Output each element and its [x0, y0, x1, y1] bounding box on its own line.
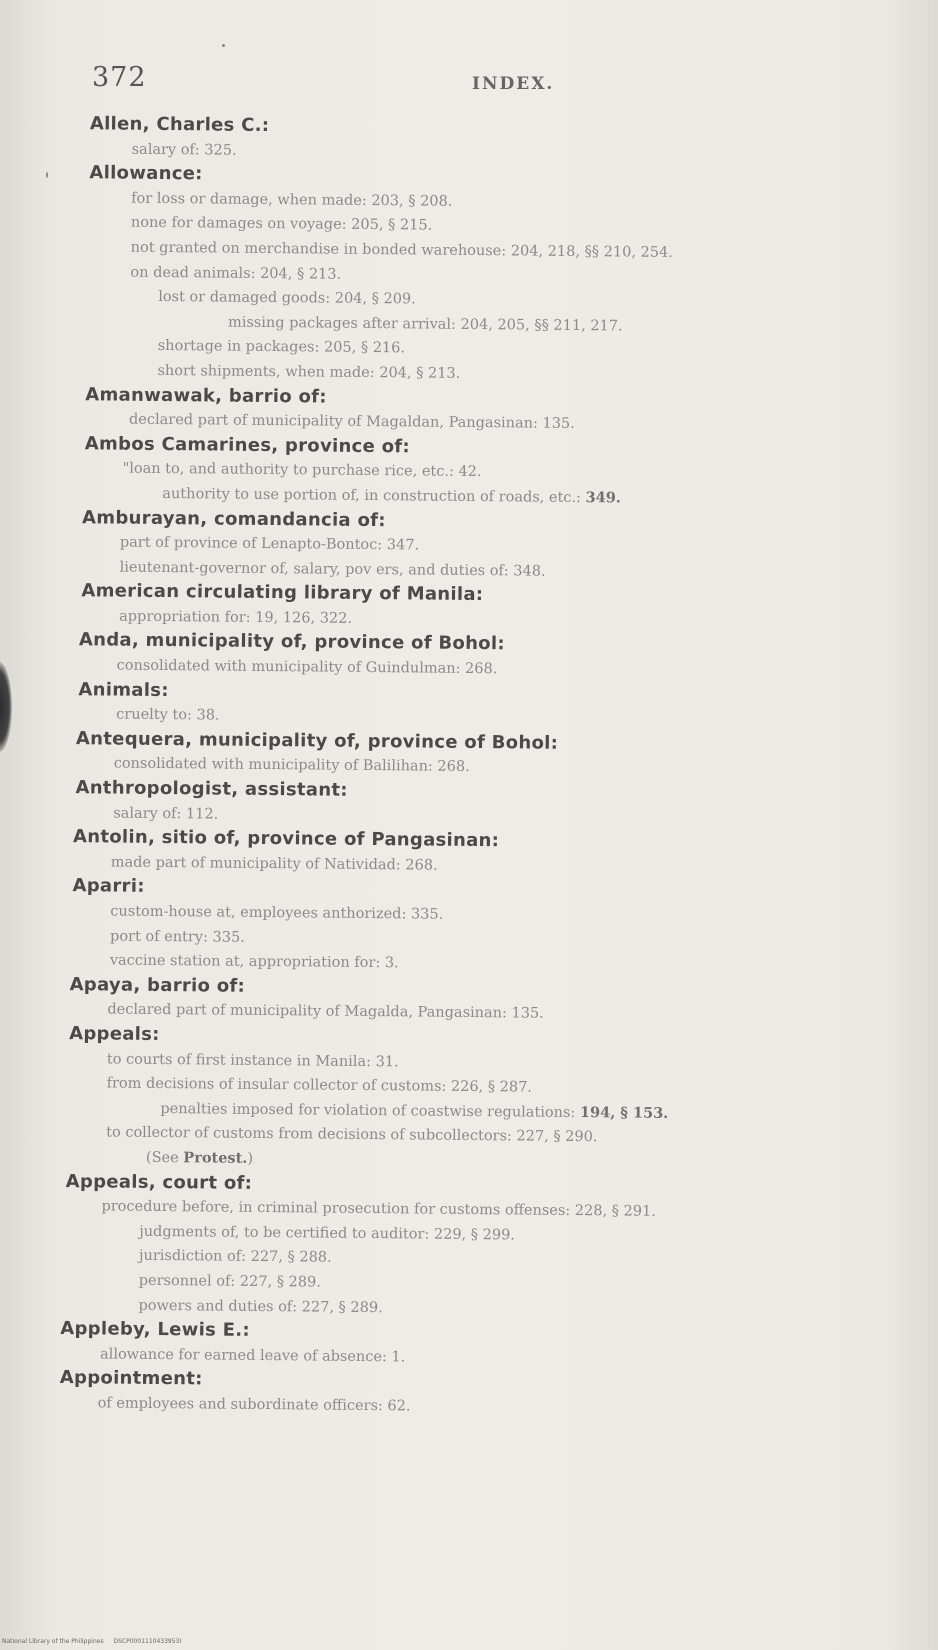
entry-text: (See: [145, 1149, 184, 1167]
entry-bold-reference: Protest.: [183, 1149, 248, 1167]
entry-text: of employees and subordinate officers: 62.: [97, 1395, 411, 1415]
entry-text: jurisdiction of: 227, § 288.: [138, 1248, 332, 1266]
entry-text: powers and duties of: 227, § 289.: [138, 1297, 383, 1316]
entry-text: "loan to, and authority to purchase rice, etc.: 42.: [122, 460, 482, 481]
entry-text: American circulating library of Manila:: [81, 580, 484, 606]
entry-text: to courts of first instance in Manila: 31.: [106, 1051, 399, 1070]
entry-text: penalties imposed for violation of coastwise regulations:: [160, 1100, 581, 1121]
entry-text: personnel of: 227, § 289.: [138, 1272, 321, 1291]
entry-text: procedure before, in criminal prosecution for customs offenses: 228, § 291.: [101, 1198, 656, 1220]
entry-text: vaccine station at, appropriation for: 3.: [109, 952, 399, 972]
entry-text: Appleby, Lewis E.:: [60, 1318, 251, 1341]
scan-footer: [2, 1638, 189, 1645]
entry-text: short shipments, when made: 204, § 213.: [157, 362, 461, 382]
entry-text: to collector of customs from decisions of subcollectors: 227, § 290.: [106, 1124, 598, 1146]
entry-text: Animals:: [78, 678, 169, 701]
footer-library: National Library of the Philippines: [2, 1638, 104, 1645]
entry-text: shortage in packages: 205, § 216.: [157, 338, 406, 357]
entry-text: allowance for earned leave of absence: 1.: [100, 1346, 406, 1366]
entry-text: Allen, Charles C.:: [89, 113, 270, 137]
entry-text: lieutenant-governor of, salary, pov ers, and duties of: 348.: [119, 559, 546, 580]
entry-text: declared part of municipality of Magaldan, Pangasinan: 135.: [128, 411, 575, 433]
entry-text: appropriation for: 19, 126, 322.: [119, 608, 353, 627]
entry-text: Anthropologist, assistant:: [75, 777, 348, 801]
scan-speck: [46, 172, 48, 178]
entry-text: not granted on merchandise in bonded warehouse: 204, 218, §§ 210, 254.: [130, 239, 673, 261]
entry-text: Antolin, sitio of, province of Pangasinan:: [72, 826, 500, 852]
entry-text: on dead animals: 204, § 213.: [130, 264, 342, 283]
entry-text: salary of: 325.: [131, 141, 237, 159]
entry-closing: ): [247, 1150, 254, 1167]
scan-blot: [0, 662, 12, 752]
index-list: [47, 112, 919, 1424]
entry-text: Amanwawak, barrio of:: [85, 383, 327, 408]
entry-text: Amburayan, comandancia of:: [82, 506, 386, 531]
entry-text: Antequera, municipality of, province of Bohol:: [75, 728, 559, 754]
entry-text: consolidated with municipality of Guindulman: 268.: [116, 657, 498, 678]
entry-text: Aparri:: [72, 875, 145, 898]
entry-text: Apaya, barrio of:: [69, 973, 246, 997]
entry-text: part of province of Lenapto-Bontoc: 347.: [119, 534, 420, 554]
entry-text: Appeals, court of:: [65, 1170, 253, 1194]
page-number: 372: [92, 62, 147, 93]
running-head: INDEX.: [472, 74, 555, 94]
entry-text: authority to use portion of, in construction of roads, etc.:: [162, 485, 586, 506]
entry-text: cruelty to: 38.: [116, 706, 220, 724]
entry-text: salary of: 112.: [113, 805, 219, 823]
entry-text: consolidated with municipality of Balilihan: 268.: [113, 755, 470, 776]
entry-text: Appeals:: [69, 1023, 160, 1045]
entry-bold-reference: 194, § 153.: [579, 1103, 669, 1122]
entry-text: Appointment:: [59, 1367, 203, 1390]
scan-speck: [222, 44, 225, 47]
entry-text: lost or damaged goods: 204, § 209.: [158, 289, 416, 308]
entry-text: Ambos Camarines, province of:: [84, 432, 411, 458]
entry-text: declared part of municipality of Magalda, Pangasinan: 135.: [107, 1001, 544, 1023]
entry-text: Anda, municipality of, province of Bohol:: [78, 629, 505, 655]
entry-text: Allowance:: [89, 162, 203, 185]
entry-text: made part of municipality of Natividad: 268.: [110, 854, 438, 874]
entry-text: for loss or damage, when made: 203, § 208.: [131, 190, 453, 210]
entry-text: missing packages after arrival: 204, 205, §§ 211, 217.: [227, 314, 623, 335]
entry-text: judgments of, to be certified to auditor: 229, § 299.: [139, 1223, 516, 1244]
entry-text: from decisions of insular collector of customs: 226, § 287.: [106, 1075, 533, 1096]
footer-code: DSCP0001110433953I: [113, 1638, 182, 1645]
entry-text: port of entry: 335.: [110, 928, 245, 946]
entry-text: none for damages on voyage: 205, § 215.: [130, 215, 433, 234]
entry-text: custom-house at, employees anthorized: 335.: [110, 903, 444, 923]
entry-bold-reference: 349.: [585, 488, 621, 507]
